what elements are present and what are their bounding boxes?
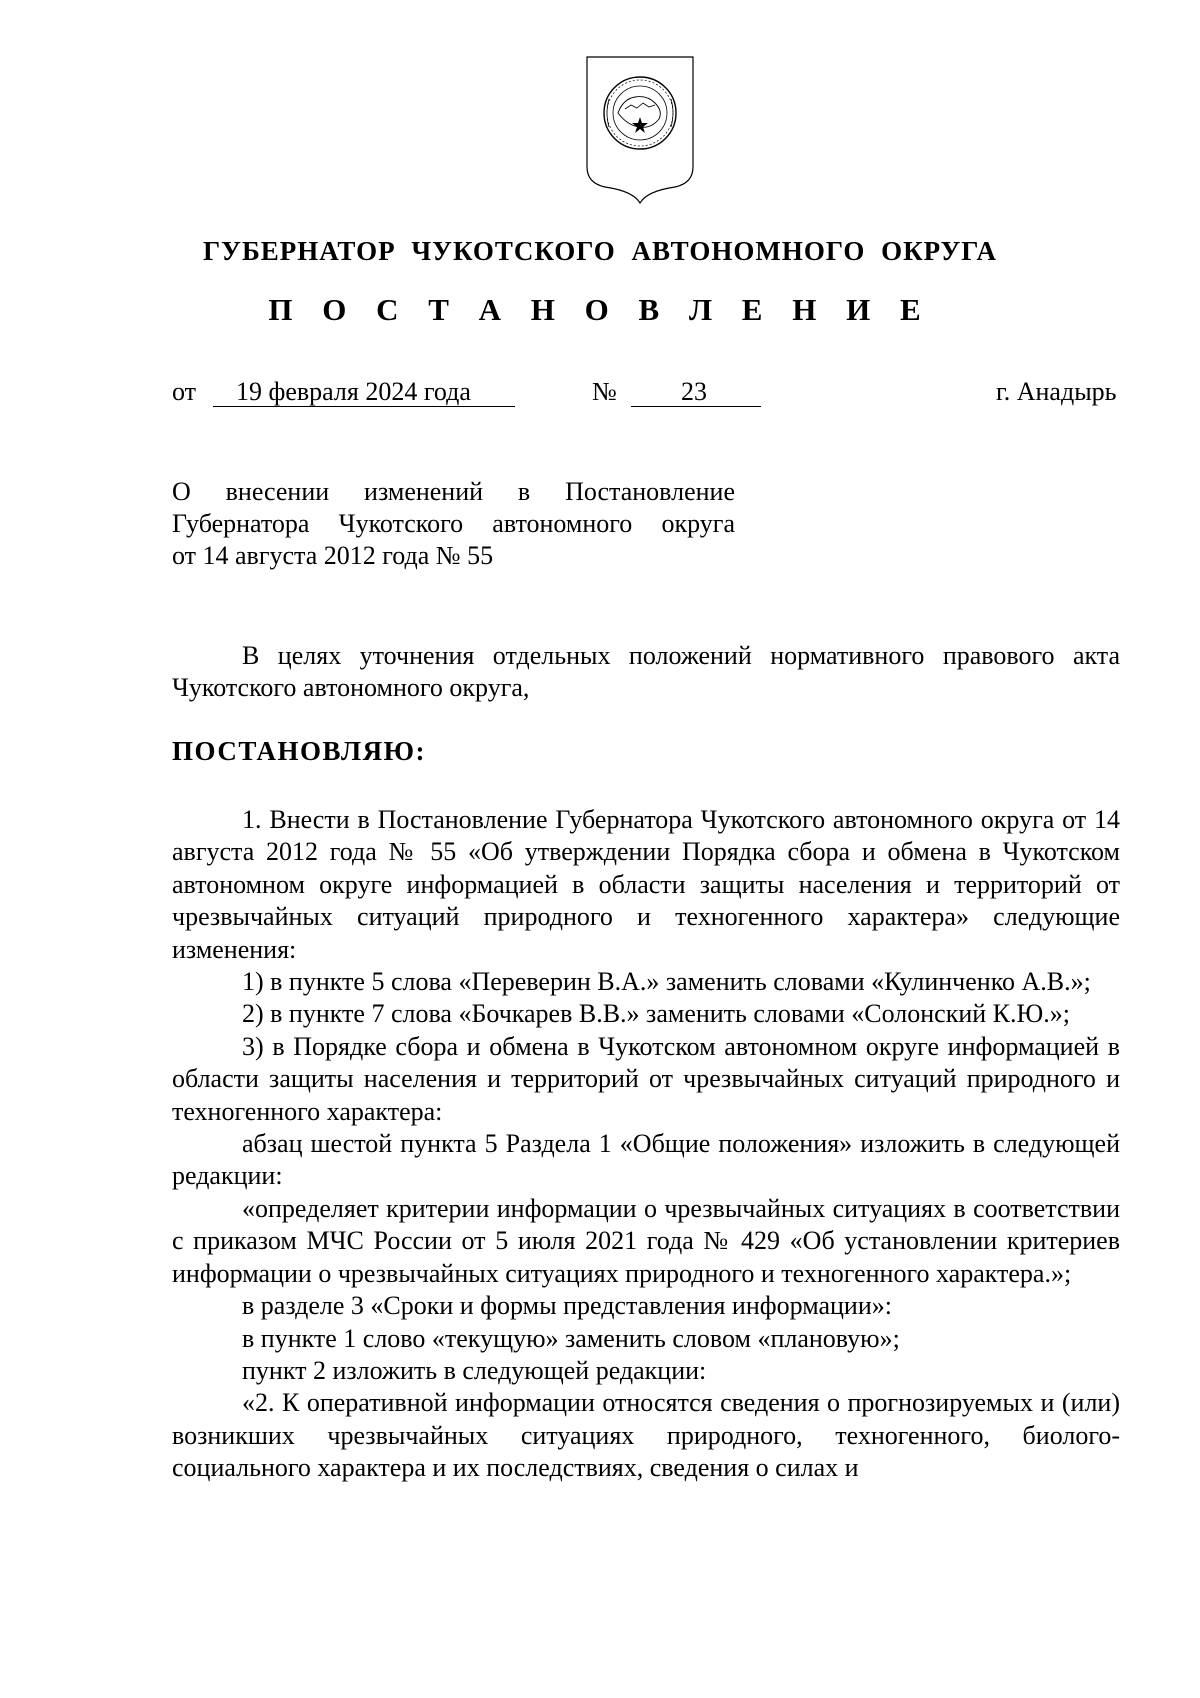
body-paragraph: в разделе 3 «Сроки и формы представления информации»: — [242, 1291, 892, 1321]
decree-subject — [172, 476, 735, 572]
number-prefix: № — [592, 377, 617, 406]
body-paragraph: пункт 2 изложить в следующей редакции: — [242, 1355, 707, 1385]
document-type-title: П О С Т А Н О В Л Е Н И Е — [268, 292, 932, 327]
body-paragraph: «определяет критерии информации о чрезвычайных ситуациях в соответствии с приказом МЧС России от 5 июля 2021 года № 429 «Об установлении критериев информации о чрезвычайных ситуациях природного и техногенного характера.»; — [172, 1193, 1120, 1288]
preamble — [172, 640, 1120, 705]
coat-of-arms-emblem — [585, 55, 695, 205]
body-paragraph: 2) в пункте 7 слова «Бочкарев В.В.» заменить словами «Солонский К.Ю.»; — [242, 999, 1070, 1029]
body-paragraph: абзац шестой пункта 5 Раздела 1 «Общие положения» изложить в следующей редакции: — [172, 1129, 1120, 1191]
body-paragraph: 1) в пункте 5 слова «Переверин В.А.» заменить словами «Кулинченко А.В.»; — [242, 967, 1091, 997]
body-paragraph: в пункте 1 слово «текущую» заменить словом «плановую»; — [242, 1323, 900, 1353]
subject-line: от 14 августа 2012 года № 55 — [172, 541, 494, 570]
issuing-authority: ГУБЕРНАТОР ЧУКОТСКОГО АВТОНОМНОГО ОКРУГА — [202, 236, 998, 266]
body-paragraph: 3) в Порядке сбора и обмена в Чукотском автономном округе информацией в области защиты населения и территорий от чрезвычайных ситуаций природного и техногенного характера: — [172, 1031, 1120, 1126]
decree-body — [172, 804, 1120, 1485]
number-underline — [631, 406, 761, 407]
decree-number: 23 — [681, 377, 707, 406]
subject-line: О внесении изменений в Постановление — [172, 477, 735, 506]
decree-operative-word: ПОСТАНОВЛЯЮ: — [172, 736, 426, 766]
decree-date: 19 февраля 2024 года — [236, 377, 471, 406]
date-prefix: от — [172, 377, 197, 406]
body-paragraph: «2. К оперативной информации относятся сведения о прогнозируемых и (или) возникших чрезвычайных ситуациях природного, техногенного, биолого-социального характера и их последствиях, сведения о силах и — [172, 1388, 1120, 1483]
preamble-text: В целях уточнения отдельных положений нормативного правового акта Чукотского автономного округа, — [172, 641, 1120, 703]
body-paragraph: 1. Внести в Постановление Губернатора Чукотского автономного округа от 14 августа 2012 года № 55 «Об утверждении Порядка сбора и обмена в Чукотском автономном округе информацией в области защиты населения и территорий от чрезвычайных ситуаций природного и техногенного характера» следующие изменения: — [172, 805, 1120, 964]
date-underline — [213, 406, 515, 407]
city: г. Анадырь — [996, 377, 1117, 406]
subject-line: Губернатора Чукотского автономного округа — [172, 509, 735, 538]
